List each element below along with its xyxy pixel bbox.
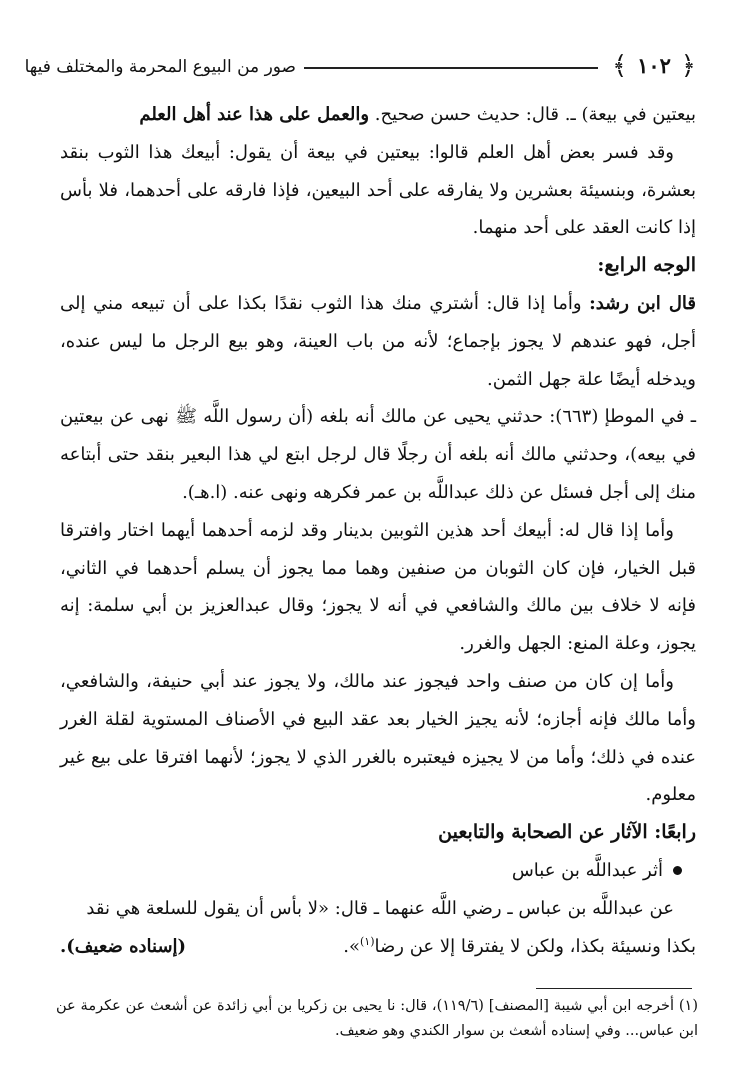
section-heading-athar: رابعًا: الآثار عن الصحابة والتابعين: [438, 821, 696, 844]
footnote-1: (١) أخرجه ابن أبي شيبة [المصنف] (١١٩/٦)، قال: نا يحيى بن زكريا بن أبي زائدة عن أشعث عن عكرمة عن ابن عباس... وفي إسناده أشعث بن سوار الكندي وهو ضعيف.: [56, 998, 698, 1039]
page-number-bracket-open: ﴿: [680, 51, 696, 81]
bullet-dot-icon: [673, 866, 682, 875]
paragraph-4: ـ في الموطإ (٦٦٣): حدثني يحيى عن مالك أنه بلغه (أن رسول اللَّه ﷺ نهى عن بيعتين في بيعه)، وحدثني مالك أنه بلغه أن رجلًا قال لرجل ابتع لي هذا البعير بنقد حتى أبتاعه منك إلى أجل فسئل عن ذلك عبداللَّه بن عمر فكرهه ونهى عنه. (ا.هـ).: [60, 406, 696, 503]
running-title: صور من البيوع المحرمة والمختلف فيها: [24, 57, 296, 77]
paragraph-1-text: بيعتين في بيعة) ـ. قال: حديث حسن صحيح.: [369, 104, 696, 125]
header-rule: [304, 67, 598, 69]
section-heading-fourth-aspect: الوجه الرابع:: [597, 254, 696, 277]
isnad-grade: (إسناده ضعيف).: [60, 935, 187, 957]
paragraph-3-text: وأما إذا قال: أشتري منك هذا الثوب نقدًا بكذا على أن تبيعه مني إلى أجل، فهو عندهم لا يجوز بإجماع؛ لأنه من باب العينة، وهو بيع الرجل ما ليس عنده، ويدخله أيضًا علة جهل الثمن.: [60, 292, 696, 390]
paragraph-3-bold-lead: قال ابن رشد:: [589, 292, 696, 314]
footnote-separator: [536, 988, 692, 989]
paragraph-8-quote-end: ».: [343, 935, 360, 957]
bullet-item-text: أثر عبداللَّه بن عباس: [511, 859, 663, 881]
paragraph-8-text: [343, 928, 696, 966]
footnotes: [56, 994, 698, 1044]
paragraph-5: وأما إذا قال له: أبيعك أحد هذين الثوبين بدينار وقد لزمه أحدهما أيهما اختار وافترقا قبل الخيار، فإن كان الثوبان من صنفين وهما مما يجوز أن يسلم أحدهما في الثاني، فإنه لا خلاف بين مالك والشافعي في أنه لا يجوز؛ وقال عبدالعزيز بن أبي سلمة: إنه يجوز، وعلة المنع: الجهل والغرر.: [60, 519, 696, 655]
paragraph-8: [60, 928, 696, 966]
paragraph-2: وقد فسر بعض أهل العلم قالوا: بيعتين في بيعة أن يقول: أبيعك هذا الثوب بنقد بعشرة، وبنسيئة بعشرين ولا يفارقه على أحد البيعين، فإذا فارقه على أحدهما، فلا بأس إذا كانت العقد على أحد منهما.: [60, 141, 696, 239]
page-number: [612, 52, 696, 80]
page-header: [24, 48, 696, 88]
paragraph-1-bold: والعمل على هذا عند أهل العلم: [139, 104, 370, 125]
paragraph-3: [60, 285, 696, 398]
footnote-marker[interactable]: (١): [360, 934, 375, 948]
paragraph-6: وأما إن كان من صنف واحد فيجوز عند مالك، ولا يجوز عند أبي حنيفة، والشافعي، وأما مالك فإنه أجازه؛ لأنه يجيز الخيار بعد عقد البيع في الأصناف المستوية لقلة الغرر عنده في ذلك؛ وأما من لا يجيزه فيعتبره بالغرر الذي لا يجوز؛ لأنهما افترقا على بيع غير معلوم.: [60, 670, 696, 806]
paragraph-7: عن عبداللَّه بن عباس ـ رضي اللَّه عنهما ـ قال: «لا بأس أن يقول للسلعة هي نقد: [86, 897, 674, 919]
paragraph-8-quote: بكذا ونسيئة بكذا، ولكن لا يفترقا إلا عن رضا: [374, 935, 696, 957]
main-text: [60, 96, 696, 965]
page-number-value: ١٠٢: [637, 53, 671, 78]
bullet-item: [60, 852, 696, 890]
page-number-bracket-close: ﴾: [612, 51, 628, 81]
paragraph-1: [60, 96, 696, 134]
